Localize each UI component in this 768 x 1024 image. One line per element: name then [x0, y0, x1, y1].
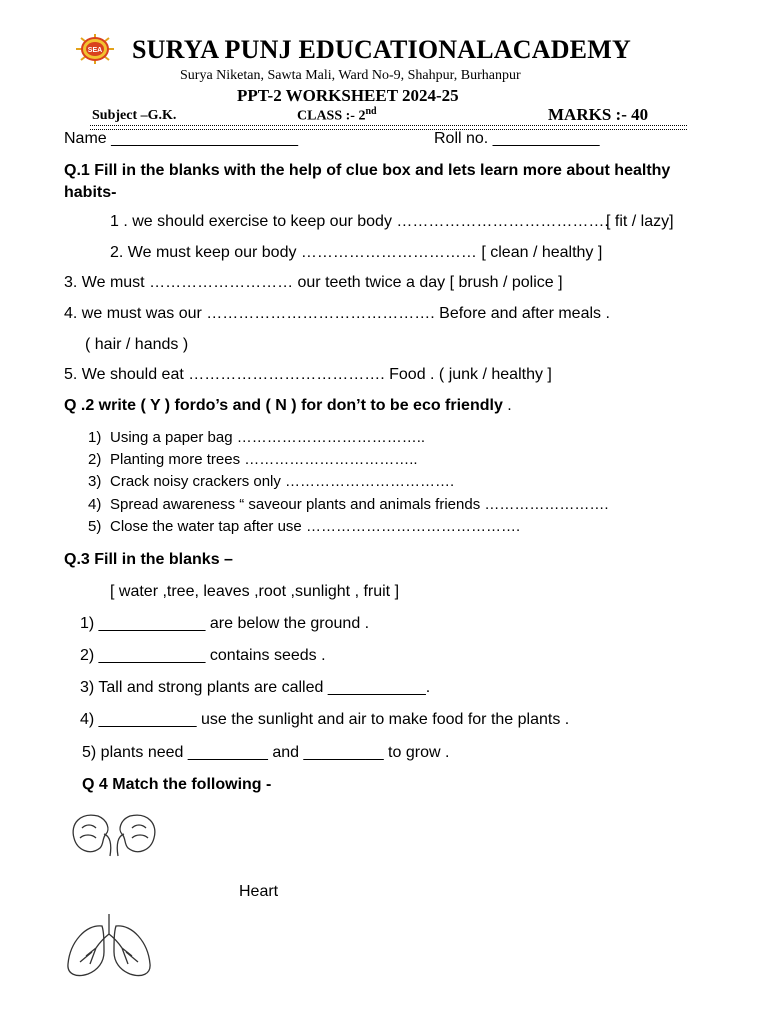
q4-heading: Q 4 Match the following - — [82, 776, 272, 793]
q1-item: 5. We should eat ………………………………. Food . ( junk / healthy ] — [64, 366, 552, 383]
class-label: CLASS :- 2nd — [297, 106, 377, 124]
q2-heading: Q .2 write ( Y ) fordo’s and ( N ) for don’t to be eco friendly . — [64, 397, 512, 414]
name-field[interactable]: Name _____________________ — [64, 130, 298, 147]
school-logo — [74, 33, 116, 65]
q1-item: 4. we must was our ……………………………………. Before and after meals . — [64, 305, 610, 322]
q3-item: 4) ___________ use the sunlight and air to make food for the plants . — [80, 711, 570, 728]
q2-list-item: 2) Planting more trees …………………………….. — [88, 451, 418, 468]
q3-item: 3) Tall and strong plants are called ___________. — [80, 679, 431, 696]
q3-item: 1) ____________ are below the ground . — [80, 615, 370, 632]
q1-item-clue: ( hair / hands ) — [85, 336, 189, 353]
q3-clue-box: [ water ,tree, leaves ,root ,sunlight , fruit ] — [110, 583, 400, 600]
school-address: Surya Niketan, Sawta Mali, Ward No-9, Shahpur, Burhanpur — [180, 68, 521, 83]
q2-list-item: 4) Spread awareness “ saveour plants and animals friends ……………………. — [88, 496, 609, 513]
q1-item: 2. We must keep our body …………………………… [ clean / healthy ] — [110, 244, 603, 261]
worksheet-title: PPT-2 WORKSHEET 2024-25 — [237, 86, 459, 105]
svg-text:SEA: SEA — [87, 47, 103, 54]
q1-item: 1 . we should exercise to keep our body …………………………………. — [110, 213, 609, 230]
roll-field[interactable]: Roll no. ____________ — [434, 130, 600, 147]
q1-item-clue: [ fit / lazy] — [606, 213, 674, 230]
lungs-image — [62, 912, 156, 982]
marks-label: MARKS :- 40 — [548, 105, 649, 124]
q3-item: 5) plants need _________ and _________ to grow . — [82, 744, 450, 761]
q1-item: 3. We must ……………………… our teeth twice a day [ brush / police ] — [64, 274, 563, 291]
q3-heading: Q.3 Fill in the blanks – — [64, 551, 233, 568]
q2-list-item: 5) Close the water tap after use ……………………………………. — [88, 518, 521, 535]
school-name: SURYA PUNJ EDUCATIONALACADEMY — [132, 35, 631, 64]
q1-heading: Q.1 Fill in the blanks with the help of clue box and lets learn more about healthy — [64, 162, 671, 179]
match-label: Heart — [239, 883, 279, 900]
q1-heading-cont: habits- — [64, 184, 117, 201]
q2-list-item: 1) Using a paper bag ……………………………….. — [88, 429, 426, 446]
q3-item: 2) ____________ contains seeds . — [80, 647, 326, 664]
kidneys-image — [68, 810, 160, 858]
subject-label: Subject –G.K. — [92, 108, 177, 123]
q2-list-item: 3) Crack noisy crackers only ……………………………. — [88, 473, 455, 490]
